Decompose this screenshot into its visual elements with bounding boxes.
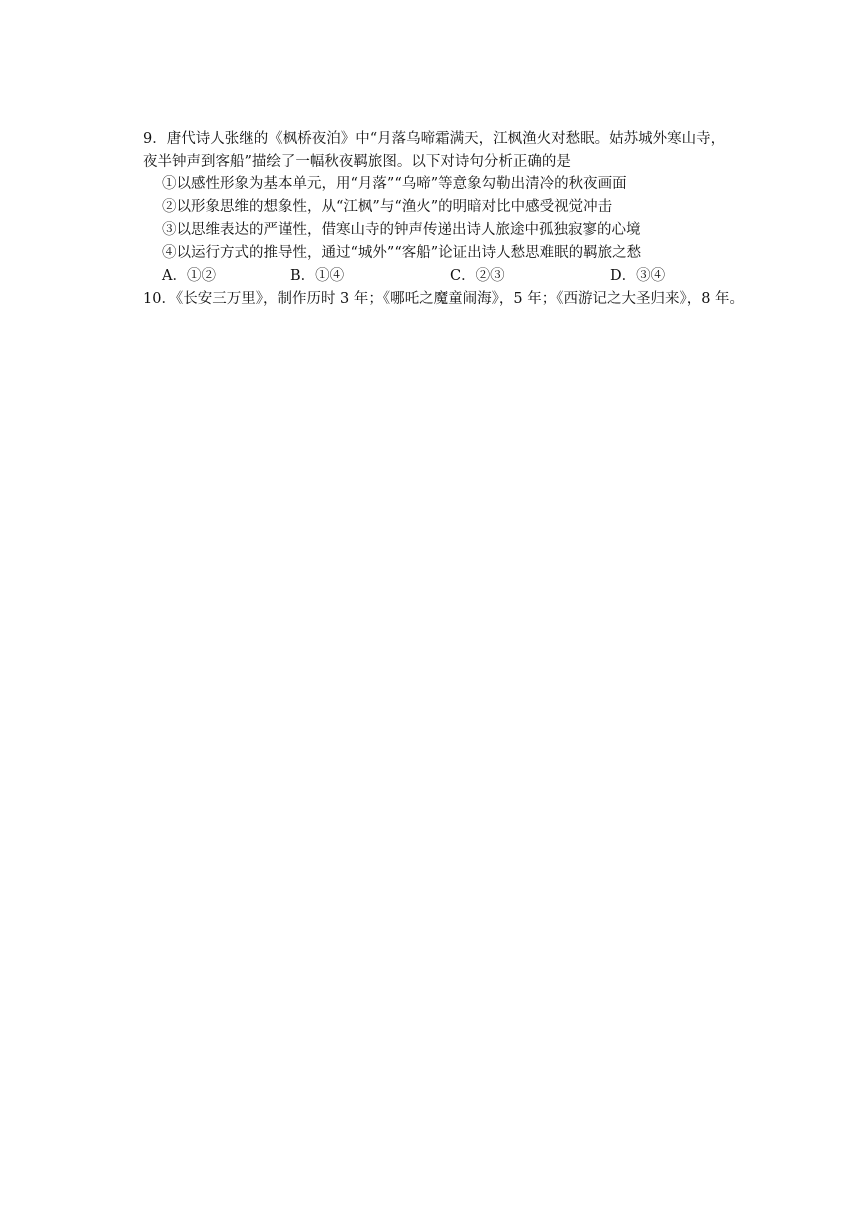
q9-stem-line-2: 夜半钟声到客船”描绘了一幅秋夜羁旅图。以下对诗句分析正确的是	[143, 154, 571, 170]
q9-item-4: ④以运行方式的推导性，通过“城外”“客船”论证出诗人愁思难眠的羁旅之愁	[162, 245, 642, 261]
q9-option-c: C．②③	[450, 268, 505, 284]
q9-item-1: ①以感性形象为基本单元，用“月落”“乌啼”等意象勾勒出清冷的秋夜画面	[162, 176, 627, 192]
q9-item-3: ③以思维表达的严谨性，借寒山寺的钟声传递出诗人旅途中孤独寂寥的心境	[162, 222, 641, 238]
q9-option-a: A．①②	[162, 268, 216, 284]
q9-option-b: B．①④	[290, 268, 345, 284]
q9-stem-line-1: 9．唐代诗人张继的《枫桥夜泊》中“月落乌啼霜满天，江枫渔火对愁眠。姑苏城外寒山寺，	[143, 131, 726, 147]
q10-stem-line-1: 10．《长安三万里》，制作历时 3 年；《哪吒之魔童闹海》，5 年；《西游记之大圣归来》，8 年。	[143, 291, 745, 307]
q9-item-2: ②以形象思维的想象性，从“江枫”与“渔火”的明暗对比中感受视觉冲击	[162, 199, 613, 215]
q9-option-d: D．③④	[610, 268, 666, 284]
